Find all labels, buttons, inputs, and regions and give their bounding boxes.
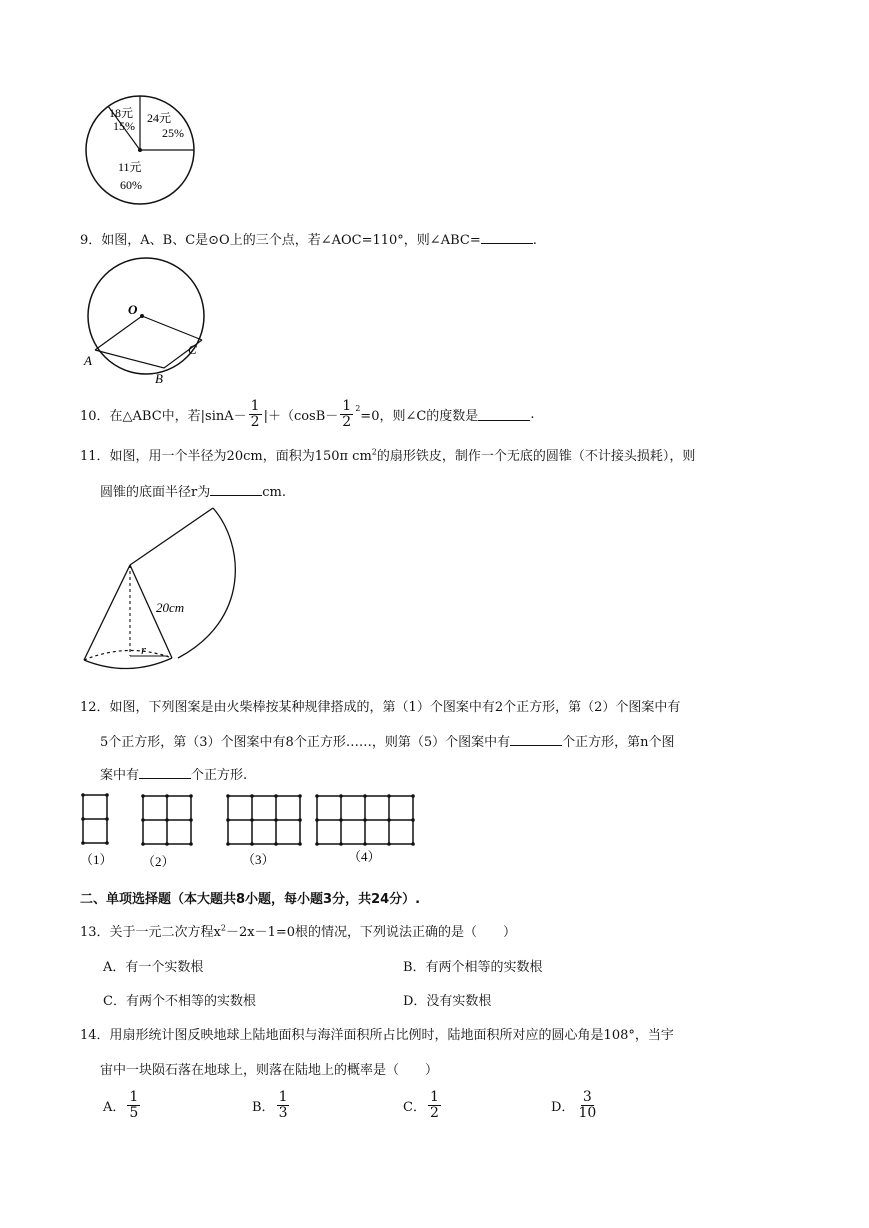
q11-base-front bbox=[84, 658, 172, 669]
q10-frac1: $\frac{1}{2}$ bbox=[250, 397, 260, 430]
q9-label-c: C bbox=[188, 342, 197, 357]
q13-option-c[interactable]: C．有两个不相等的实数根 bbox=[103, 994, 256, 1009]
q10-text: 10．在△ABC中，若|sinA－ $\frac{1}{2}$ |＋（cosB－ $\frac{1}{2}$ 2 =0，则∠C的度数是 . bbox=[80, 397, 535, 430]
pie-center bbox=[138, 148, 142, 152]
q11-cone-left bbox=[84, 565, 130, 660]
q11-base-back bbox=[84, 650, 172, 660]
pie-slice3-value: 11元 bbox=[118, 160, 142, 174]
q12-figures bbox=[78, 792, 423, 872]
q14-option-d[interactable]: D． $\frac{3}{10}$ bbox=[551, 1089, 597, 1121]
q11-label-r: r bbox=[141, 642, 147, 657]
q12-line3: 案中有 个正方形. bbox=[100, 768, 248, 783]
pie-slice2-pct: 25% bbox=[162, 126, 184, 140]
section2-title: 二、单项选择题（本大题共8小题，每小题3分，共24分）. bbox=[80, 892, 421, 907]
q10-blank bbox=[478, 408, 530, 421]
q12-blank2 bbox=[139, 766, 191, 779]
q12-fig2-label: （2） bbox=[142, 854, 175, 869]
q11-sector-edge bbox=[130, 508, 213, 565]
pie-slice2-value: 24元 bbox=[147, 111, 172, 125]
q14-option-b[interactable]: B． $\frac{1}{3}$ bbox=[252, 1089, 288, 1121]
q9-radii bbox=[95, 316, 202, 350]
q12-fig4-label: （4） bbox=[348, 849, 381, 864]
q12-line1: 12．如图，下列图案是由火柴棒按某种规律搭成的，第（1）个图案中有2个正方形，第（2）个图案中有 bbox=[80, 700, 681, 715]
q9-center-dot bbox=[140, 314, 144, 318]
q13-stem: 13．关于一元二次方程$x^2-2x-1=0$根的情况，下列说法正确的是（ ） bbox=[80, 923, 517, 940]
q9-label-b: B bbox=[155, 371, 163, 386]
q14-line2: 宙中一块陨石落在地球上，则落在陆地上的概率是（ ） bbox=[100, 1063, 439, 1078]
q13-option-d[interactable]: D．没有实数根 bbox=[403, 994, 492, 1009]
q11-blank bbox=[210, 483, 262, 496]
q14-option-a[interactable]: A． $\frac{1}{5}$ bbox=[103, 1089, 139, 1121]
q9-blank bbox=[481, 231, 533, 244]
q12-fig3-label: （3） bbox=[242, 852, 275, 867]
q9-label-o: O bbox=[128, 302, 138, 317]
pie-figure bbox=[80, 92, 200, 207]
q9-circle bbox=[88, 258, 204, 374]
q9-text: 9．如图，A、B、C是⊙O上的三个点，若∠AOC=110°，则∠ABC= . bbox=[80, 233, 537, 248]
q11-label-20cm: 20cm bbox=[156, 600, 185, 615]
q9-label-a: A bbox=[84, 353, 92, 368]
q12-blank1 bbox=[510, 733, 562, 746]
q12-line2: 5个正方形，第（3）个图案中有8个正方形……，则第（5）个图案中有 个正方形，第n个图 bbox=[100, 735, 675, 750]
q12-fig1-label: （1） bbox=[80, 852, 113, 867]
q11-figure bbox=[80, 500, 240, 682]
q9-chords bbox=[95, 340, 202, 368]
q10-frac2: $\frac{1}{2}$ bbox=[342, 397, 352, 430]
q14-line1: 14．用扇形统计图反映地球上陆地面积与海洋面积所占比例时，陆地面积所对应的圆心角是108°，当宇 bbox=[80, 1028, 674, 1043]
q11-line1: 11．如图，用一个半径为20cm，面积为150π $cm^2$的扇形铁皮，制作一个无底的圆锥（不计接头损耗），则 bbox=[80, 447, 696, 464]
q13-option-b[interactable]: B．有两个相等的实数根 bbox=[403, 960, 543, 975]
q11-sector-arc bbox=[178, 508, 235, 658]
q13-option-a[interactable]: A．有一个实数根 bbox=[103, 960, 204, 975]
pie-slice1-value: 18元 bbox=[109, 106, 134, 120]
q9-figure bbox=[80, 244, 210, 386]
pie-slice1-pct: 15% bbox=[113, 119, 135, 133]
q14-option-c[interactable]: C． $\frac{1}{2}$ bbox=[403, 1089, 439, 1121]
pie-slice3-pct: 60% bbox=[120, 178, 142, 192]
q11-line2: 圆锥的底面半径r为 cm. bbox=[100, 485, 286, 500]
